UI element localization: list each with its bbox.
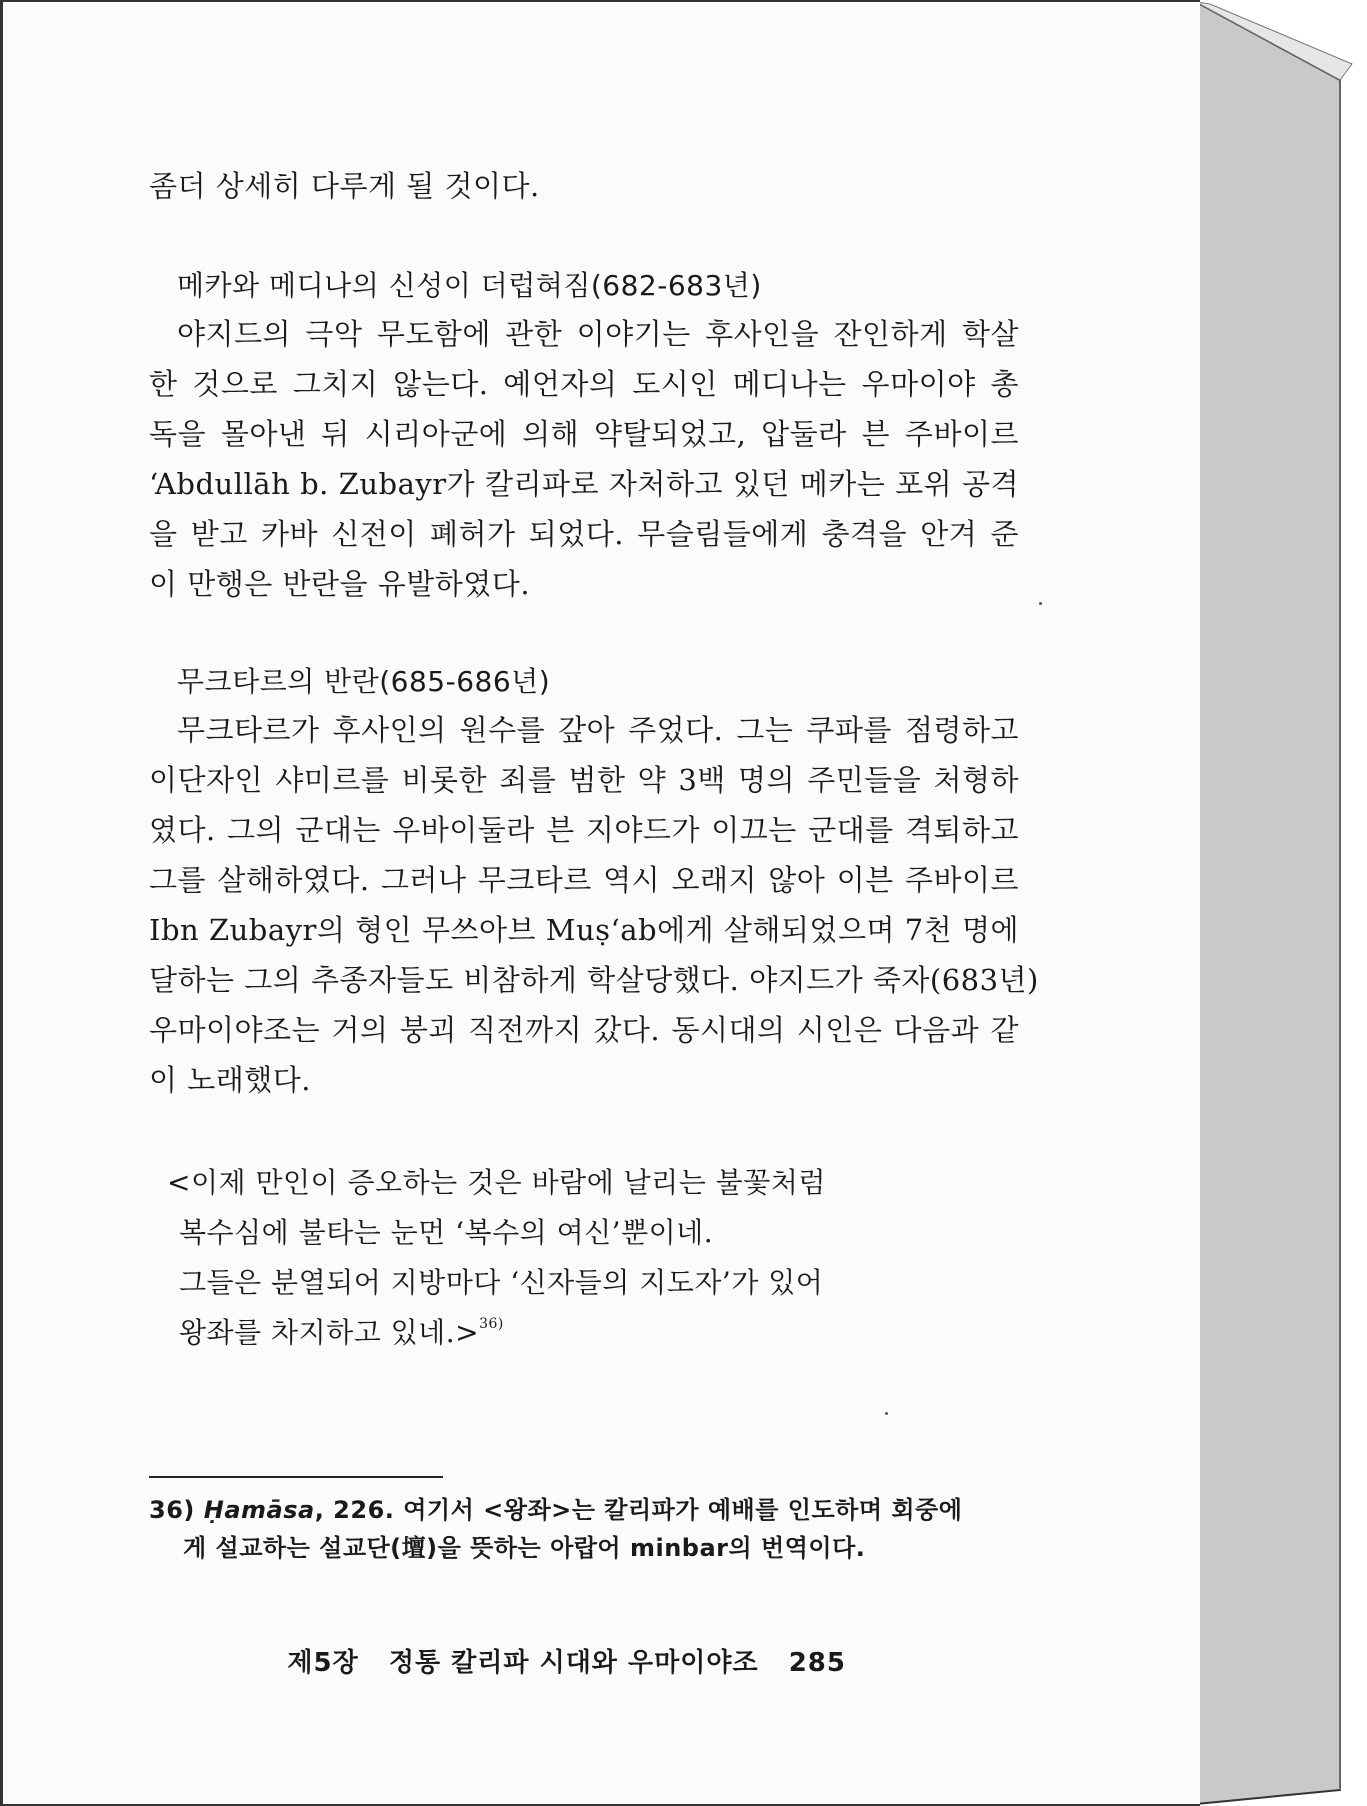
text-line: 무크타르가 후사인의 원수를 갚아 주었다. 그는 쿠파를 점령하고 bbox=[177, 713, 1019, 747]
text-line: 을 받고 카바 신전이 폐허가 되었다. 무슬림들에게 충격을 안겨 준 bbox=[149, 517, 1019, 551]
text-line: 그를 살해하였다. 그러나 무크타르 역시 오래지 않아 이븐 주바이르 bbox=[149, 863, 1019, 897]
poem-line: <이제 만인이 증오하는 것은 바람에 날리는 불꽃처럼 bbox=[167, 1166, 826, 1199]
text-line: ‘Abdullāh b. Zubayr가 칼리파로 자처하고 있던 메카는 포위 공격 bbox=[149, 467, 1019, 501]
text-line: 좀더 상세히 다루게 될 것이다. bbox=[149, 169, 540, 203]
text-line: 이 만행은 반란을 유발하였다. bbox=[149, 567, 531, 601]
text-line: Ibn Zubayr의 형인 무쓰아브 Muṣ‘ab에게 살해되었으며 7천 명에 bbox=[149, 913, 1019, 947]
text-line: 야지드의 극악 무도함에 관한 이야기는 후사인을 잔인하게 학살 bbox=[177, 317, 1019, 351]
scan-speck bbox=[1039, 602, 1042, 605]
page-number: 285 bbox=[788, 1648, 846, 1678]
poem-line-text: 왕좌를 차지하고 있네.> bbox=[179, 1316, 480, 1349]
text-line: 였다. 그의 군대는 우바이둘라 븐 지야드가 이끄는 군대를 격퇴하고 bbox=[149, 813, 1019, 847]
poem-line bbox=[179, 1315, 504, 1351]
text-line: 이단자인 샤미르를 비롯한 죄를 범한 약 3백 명의 주민들을 처형하 bbox=[149, 763, 1019, 797]
text-line: 우마이야조는 거의 붕괴 직전까지 갔다. 동시대의 시인은 다음과 같 bbox=[149, 1013, 1019, 1047]
footnote-divider bbox=[149, 1476, 443, 1478]
poem-line: 복수심에 불타는 눈먼 ‘복수의 여신’뿐이네. bbox=[179, 1216, 714, 1249]
chapter-title: 정통 칼리파 시대와 우마이야조 bbox=[388, 1648, 759, 1678]
text-line: 이 노래했다. bbox=[149, 1063, 312, 1097]
section-heading: 메카와 메디나의 신성이 더럽혀짐(682-683년) bbox=[177, 269, 762, 302]
poem-line: 그들은 분열되어 지방마다 ‘신자들의 지도자’가 있어 bbox=[179, 1266, 824, 1299]
scan-speck bbox=[885, 1412, 888, 1415]
text-line: 달하는 그의 추종자들도 비참하게 학살당했다. 야지드가 죽자(683년) bbox=[149, 963, 1039, 997]
footnote-line: 게 설교하는 설교단(壇)을 뜻하는 아랍어 minbar의 번역이다. bbox=[183, 1534, 866, 1562]
footnote-reference: 36) bbox=[479, 1316, 504, 1332]
footnote-number: 36) bbox=[149, 1496, 195, 1524]
footnote-source: Ḥamāsa bbox=[203, 1496, 315, 1524]
text-line: 한 것으로 그치지 않는다. 예언자의 도시인 메디나는 우마이야 총 bbox=[149, 367, 1019, 401]
footnote-line bbox=[149, 1495, 962, 1525]
chapter-label: 제5장 bbox=[287, 1648, 359, 1678]
footnote-text: , 226. 여기서 <왕좌>는 칼리파가 예배를 인도하며 회중에 bbox=[314, 1496, 963, 1524]
text-line: 독을 몰아낸 뒤 시리아군에 의해 약탈되었고, 압둘라 븐 주바이르 bbox=[149, 417, 1019, 451]
running-footer bbox=[287, 1642, 846, 1679]
section-heading: 무크타르의 반란(685-686년) bbox=[177, 665, 551, 698]
